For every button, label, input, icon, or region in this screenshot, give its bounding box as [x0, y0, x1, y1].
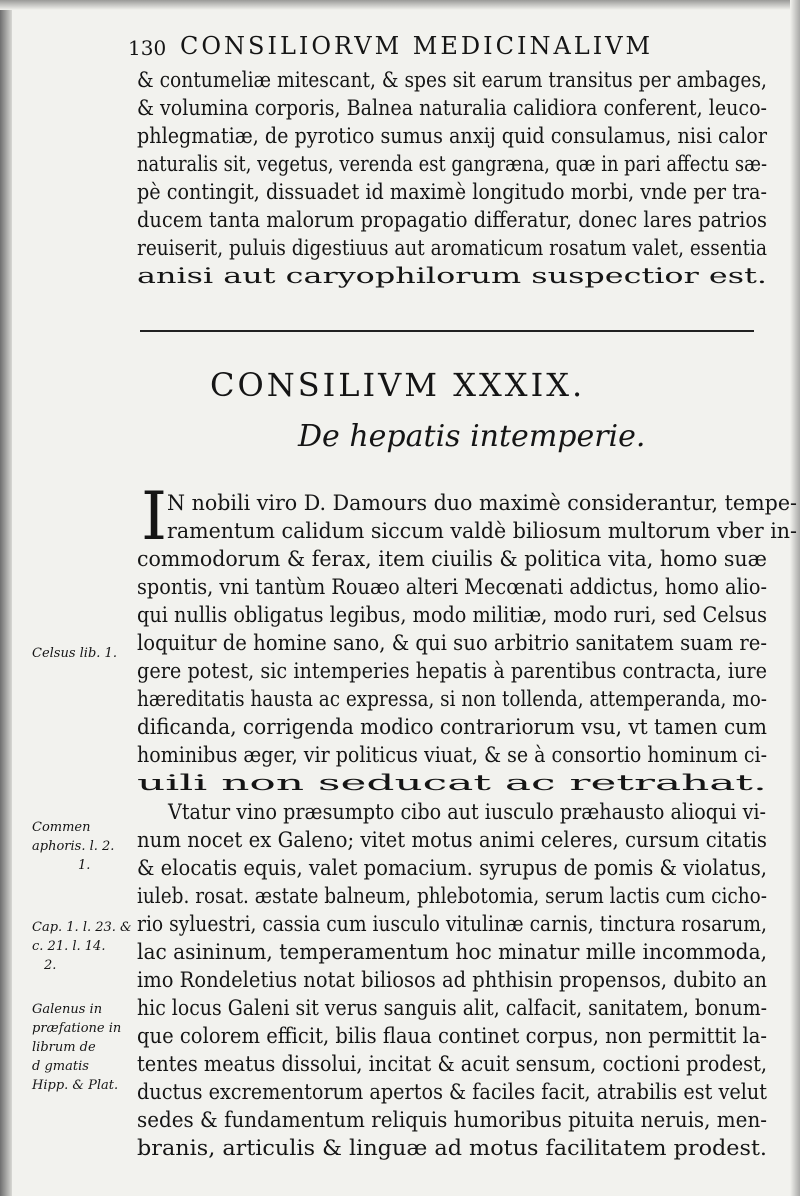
- text-line: ductus excrementorum apertos & faciles facit, atrabilis est velut: [137, 1080, 767, 1104]
- margin-note-line: Hipp. & Plat.: [32, 1078, 119, 1093]
- text-line: pè contingit, dissuadet id maximè longitudo morbi, vnde per tra-: [137, 180, 767, 204]
- margin-note-line: c. 21. l. 14.: [32, 939, 106, 954]
- margin-note-line: Galenus in: [32, 1002, 103, 1017]
- text-line: & volumina corporis, Balnea naturalia calidiora conferent, leuco-: [137, 96, 767, 120]
- margin-note: [32, 818, 114, 875]
- text-line: N nobili viro D. Damours duo maximè considerantur, tempe-: [167, 491, 797, 515]
- text-line: lac asininum, temperamentum hoc minatur mille incommoda,: [137, 940, 767, 964]
- text-line: que colorem efficit, bilis flaua continet corpus, non permittit la-: [137, 1024, 767, 1048]
- text-line: phlegmatiæ, de pyrotico sumus anxij quid consulamus, nisi calor: [137, 124, 767, 148]
- text-line: dificanda, corrigenda modico contrariorum vsu, vt tamen cum: [137, 715, 767, 739]
- margin-note: [32, 644, 117, 663]
- page-shadow-top: [0, 0, 800, 10]
- text-line: ramentum calidum siccum valdè biliosum multorum vber in-: [167, 519, 797, 543]
- running-title: CONSILIORVM MEDICINALIVM: [180, 32, 654, 60]
- text-line: hominibus æger, vir politicus viuat, & se à consortio hominum ci-: [137, 743, 767, 767]
- text-line: Vtatur vino præsumpto cibo aut iusculo præhausto alioqui vi-: [168, 800, 766, 824]
- margin-note-line: 2.: [44, 958, 57, 973]
- margin-note-line: 1.: [78, 858, 91, 873]
- text-line: imo Rondeletius notat biliosos ad phthisin propensos, dubito an: [137, 968, 767, 992]
- text-line: commodorum & ferax, item ciuilis & politica vita, homo suæ: [137, 547, 767, 571]
- text-line: & elocatis equis, valet pomacium. syrupus de pomis & violatus,: [137, 856, 767, 880]
- text-line: loquitur de homine sano, & qui suo arbitrio sanitatem suam re-: [137, 631, 767, 655]
- margin-note-line: librum de: [32, 1040, 96, 1055]
- text-line: reuiserit, puluis digestiuus aut aromaticum rosatum valet, essentia: [137, 236, 767, 260]
- margin-note: [32, 918, 132, 975]
- section-divider: [140, 330, 754, 332]
- text-line: qui nullis obligatus legibus, modo militiæ, modo ruri, sed Celsus: [137, 603, 767, 627]
- text-line: spontis, vni tantùm Rouæo alteri Mecœnati addictus, homo alio-: [137, 575, 767, 599]
- text-line: hæreditatis hausta ac expressa, si non tollenda, attemperanda, mo-: [137, 687, 767, 711]
- page-shadow-right: [790, 0, 800, 1196]
- margin-note-line: d gmatis: [32, 1059, 89, 1074]
- text-line: naturalis sit, vegetus, verenda est gangræna, quæ in pari affectu sæ-: [137, 152, 767, 176]
- section-heading: CONSILIVM XXXIX.: [210, 366, 586, 404]
- text-line: anisi aut caryophilorum suspectior est.: [137, 264, 767, 288]
- text-line: rio syluestri, cassia cum iusculo vitulinæ carnis, tinctura rosarum,: [137, 912, 767, 936]
- margin-note-line: præfatione in: [32, 1021, 122, 1036]
- text-line: sedes & fundamentum reliquis humoribus pituita neruis, men-: [137, 1108, 767, 1132]
- page-number: 130: [128, 36, 167, 60]
- margin-note-line: Celsus lib. 1.: [32, 646, 117, 661]
- text-line: uili non seducat ac retrahat.: [137, 771, 767, 795]
- text-line: & contumeliæ mitescant, & spes sit earum transitus per ambages,: [137, 68, 767, 92]
- drop-cap: I: [141, 478, 168, 555]
- page-shadow-left: [0, 0, 12, 1196]
- margin-note-line: Cap. 1. l. 23. &: [32, 920, 132, 935]
- margin-note-line: Commen: [32, 820, 91, 835]
- section-subtitle: De hepatis intemperie.: [298, 419, 646, 454]
- text-line: branis, articulis & linguæ ad motus facilitatem prodest.: [137, 1136, 767, 1160]
- text-line: gere potest, sic intemperies hepatis à parentibus contracta, iure: [137, 659, 767, 683]
- text-line: tentes meatus dissolui, incitat & acuit sensum, coctioni prodest,: [137, 1052, 767, 1076]
- margin-note-line: aphoris. l. 2.: [32, 839, 115, 854]
- text-line: ducem tanta malorum propagatio differatur, donec lares patrios: [137, 208, 767, 232]
- margin-note: [32, 1000, 121, 1095]
- text-line: iuleb. rosat. æstate balneum, phlebotomia, serum lactis cum cicho-: [137, 884, 767, 908]
- running-header: [128, 30, 768, 66]
- text-line: hic locus Galeni sit verus sanguis alit, calfacit, sanitatem, bonum-: [137, 996, 767, 1020]
- text-line: num nocet ex Galeno; vitet motus animi celeres, cursum citatis: [137, 828, 767, 852]
